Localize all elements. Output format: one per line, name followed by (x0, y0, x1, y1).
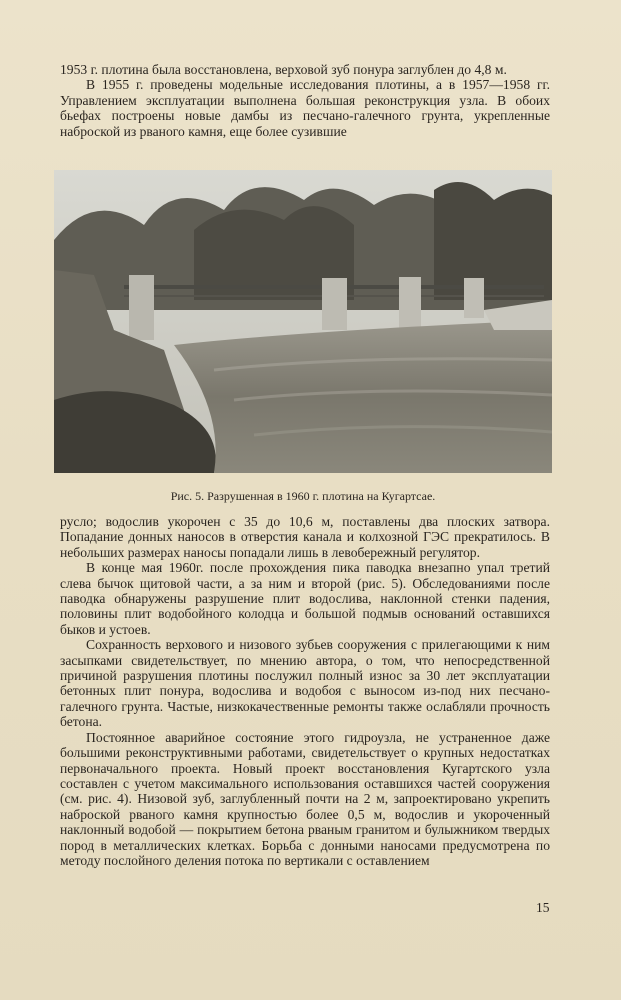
paragraph: В 1955 г. проведены модельные исследования плотины, а в 1957—1958 гг. Управлением эксплуатации выполнена большая реконструкция узла. В обоих бьефах построены новые дамбы из песчано-галечного грунта, укрепленные наброской из рваного камня, еще более сузившие (60, 77, 550, 139)
dam-photo (54, 170, 552, 473)
paragraph: Сохранность верхового и низового зубьев сооружения с прилегающими к ним засыпками свидетельствует, по мнению автора, о том, что непосредственной причиной разрушения плотины послужил полный износ за 30 лет эксплуатации бетонных плит понура, водослива и водобоя с выносом из-под них песчано-галечного грунта. Частые, низкокачественные ремонты также ослабляли прочность бетона. (60, 637, 550, 730)
figure-caption: Рис. 5. Разрушенная в 1960 г. плотина на Кугартсае. (170, 489, 436, 503)
dam-photo-illustration (54, 170, 552, 473)
paragraph: В конце мая 1960г. после прохождения пика паводка внезапно упал третий слева бычок щитовой части, а за ним и второй (рис. 5). Обследованиями после паводка обнаружены разрушение плит водослива, наклонной стенки падения, половины плит водобойного колодца и большой подмыв оснований оставшихся быков и устоев. (60, 560, 550, 637)
top-text-block (60, 62, 550, 139)
paragraph: русло; водослив укорочен с 35 до 10,6 м, поставлены два плоских затвора. Попадание донных наносов в отверстия канала и колхозной ГЭС прекратилось. В небольших размерах наносы попадали лишь в левобережный регулятор. (60, 514, 550, 560)
page-number: 15 (536, 900, 550, 915)
paragraph: Постоянное аварийное состояние этого гидроузла, не устраненное даже большими реконструктивными работами, свидетельствует о крупных недостатках первоначального проекта. Новый проект восстановления Кугартского узла составлен с учетом максимального использования оставшихся частей сооружения (см. рис. 4). Низовой зуб, заглубленный почти на 2 м, запроектировано укрепить наброской рваного камня крупностью более 0,5 м, водослив и укороченный наклонный водобой — покрытием бетона рваным гранитом и булыжником твердых пород в металлических клетках. Борьба с донными наносами предусмотрена по методу послойного деления потока по вертикали с оставлением (60, 729, 550, 868)
paragraph: 1953 г. плотина была восстановлена, верховой зуб понура заглублен до 4,8 м. (60, 62, 507, 77)
bottom-text-block (60, 514, 550, 868)
